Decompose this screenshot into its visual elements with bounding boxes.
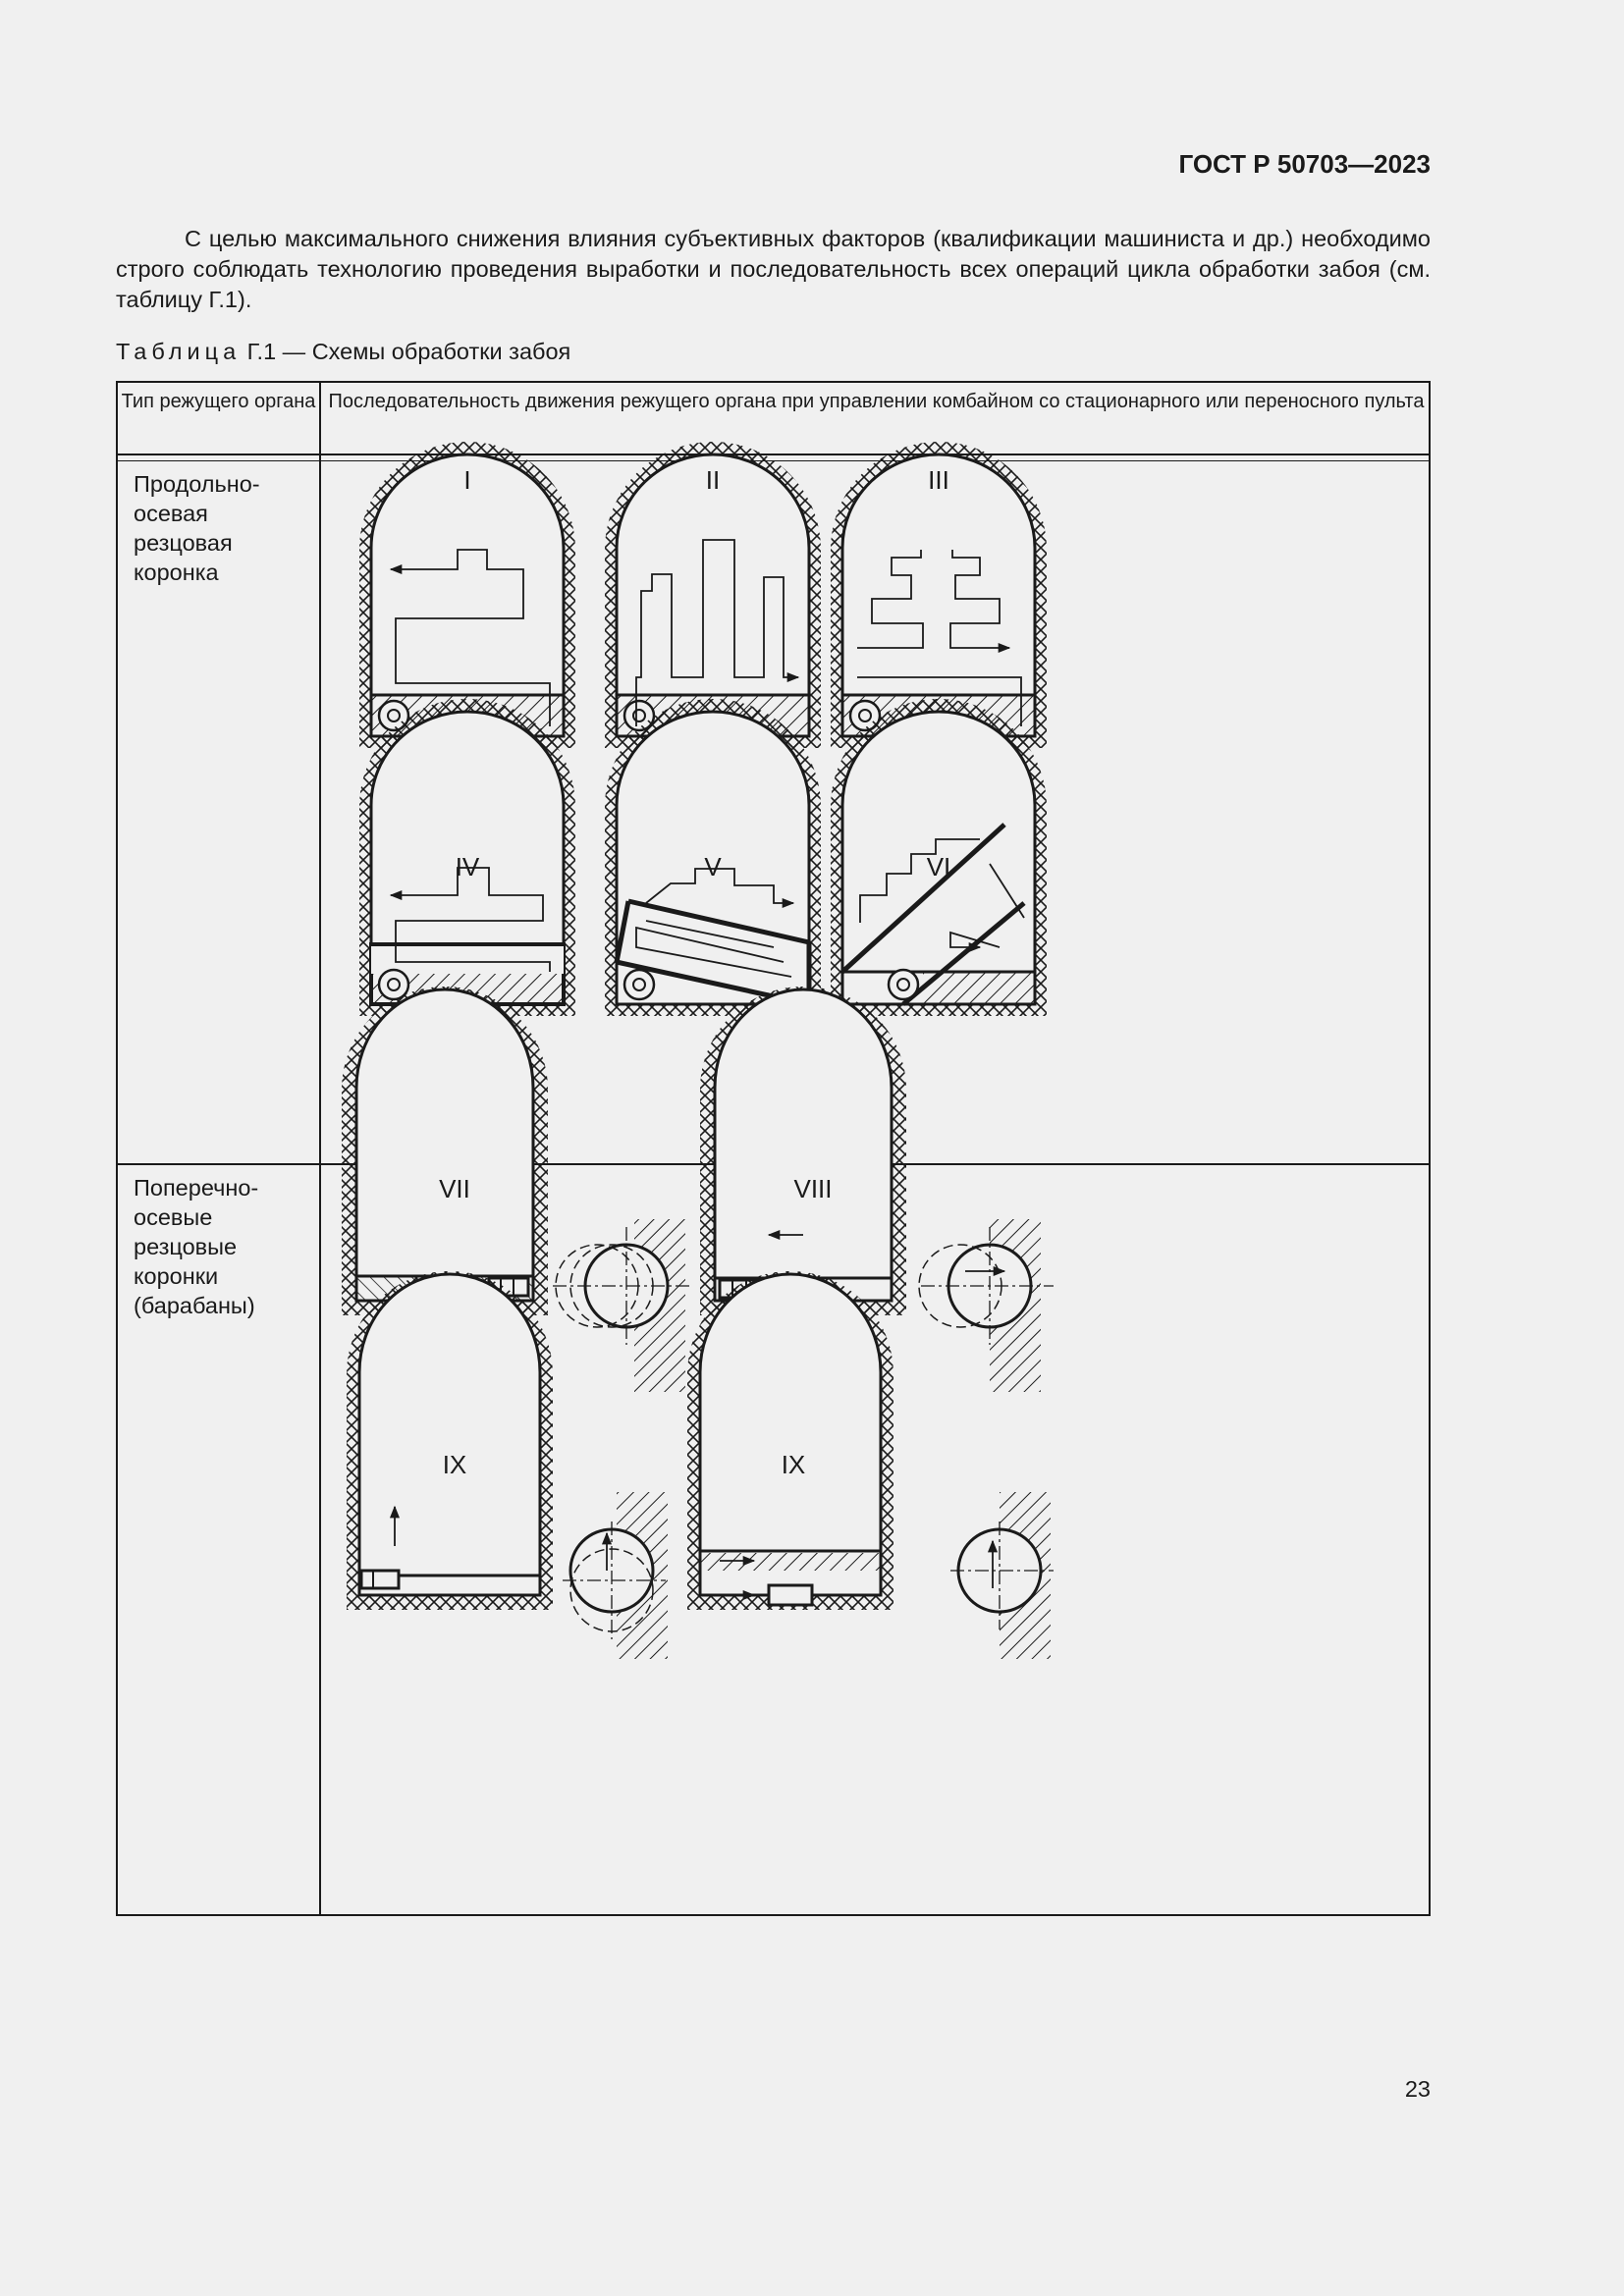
scheme-label-IX-a: IX [442, 1450, 467, 1479]
header-cutter-type: Тип режущего органа [121, 391, 316, 412]
caption-label: Таблица [116, 339, 242, 364]
intro-paragraph: С целью максимального снижения влияния субъективных факторов (квалификации машиниста и др.) необходимо строго соблюдать технологию проведения выработки и последовательность всех операций цикла обработки забоя (см. таблицу Г.1). [116, 226, 1431, 312]
caption-text: Г.1 — Схемы обработки забоя [241, 339, 571, 364]
page-number: 23 [1404, 2076, 1431, 2102]
cutter-type-transverse: Поперечно-осевые резцовые коронки (барабаны) [134, 1175, 259, 1318]
scheme-label-IV: IV [455, 852, 480, 881]
scheme-label-I: I [463, 465, 471, 495]
scheme-IX-a-diagram [347, 1271, 668, 1659]
scheme-label-II: II [705, 465, 721, 495]
table-caption [116, 339, 570, 365]
standard-code: ГОСТ Р 50703—2023 [1178, 149, 1431, 179]
face-processing-diagrams [322, 383, 1430, 1914]
scheme-label-VIII: VIII [793, 1174, 833, 1203]
scheme-label-IX-b: IX [781, 1450, 806, 1479]
scheme-label-VI: VI [926, 852, 951, 881]
cutter-type-longitudinal: Продольно-осевая резцовая коронка [134, 471, 260, 585]
schemes-table [116, 381, 1431, 1916]
header-motion-sequence: Последовательность движения режущего органа при управлении комбайном со стационарного или переносного пульта [328, 391, 1425, 412]
scheme-label-III: III [928, 465, 949, 495]
scheme-label-VII: VII [439, 1174, 470, 1203]
column-divider [319, 383, 321, 1914]
scheme-label-V: V [704, 852, 722, 881]
